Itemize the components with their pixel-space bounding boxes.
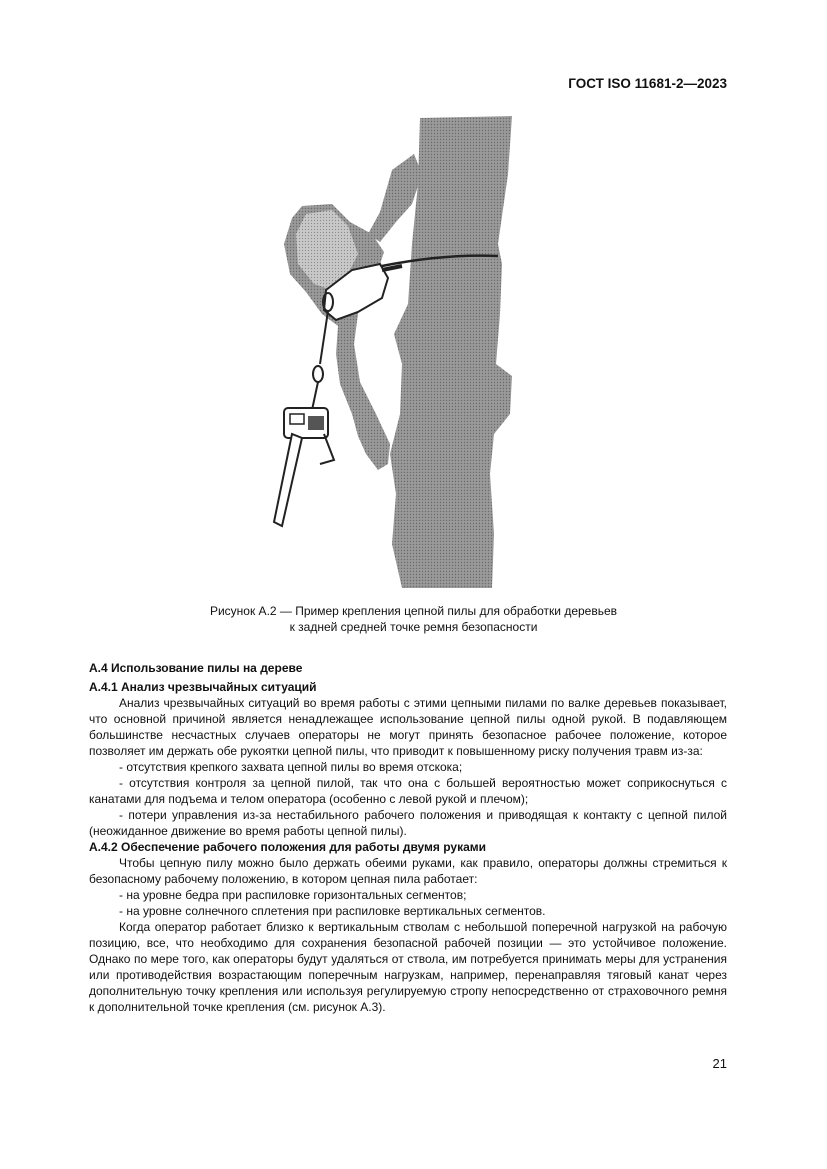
section-a42-paragraph-1: Чтобы цепную пилу можно было держать обеими руками, как правило, операторы должны стремиться к безопасному рабочему положению, в котором цепная пила работает: bbox=[89, 856, 727, 886]
section-a42-item-2: - на уровне солнечного сплетения при распиловке вертикальных сегментов. bbox=[119, 904, 546, 918]
chainsaw-shape bbox=[274, 408, 334, 526]
section-a4-title: А.4 Использование пилы на дереве bbox=[89, 661, 303, 675]
standard-header: ГОСТ ISO 11681-2—2023 bbox=[568, 76, 727, 91]
section-a41-item-2: - отсутствия контроля за цепной пилой, так что она с большей вероятностью может соприкоснуться с канатами для подъема и телом оператора (особенно с левой рукой и плечом); bbox=[89, 776, 727, 806]
figure-caption bbox=[120, 603, 707, 635]
figure-caption-line2: к задней средней точке ремня безопасности bbox=[289, 620, 538, 634]
section-a41-title: А.4.1 Анализ чрезвычайных ситуаций bbox=[89, 680, 317, 694]
page-number: 21 bbox=[712, 1056, 727, 1071]
figure-illustration bbox=[262, 114, 542, 590]
document-body bbox=[89, 660, 727, 1015]
section-a41-paragraph: Анализ чрезвычайных ситуаций во время работы с этими цепными пилами по валке деревьев показывает, что основной причиной является ненадлежащее использование цепной пилы одной рукой. В подавляющем большинстве несчастных случаев операторы не могут принять безопасное рабочее положение, которое позволяет им держать обе рукоятки цепной пилы, что приводит к повышенному риску получения травм из-за: bbox=[89, 696, 727, 758]
saw-hook-shape bbox=[313, 366, 323, 382]
saw-cord-shape bbox=[312, 382, 318, 410]
figure-caption-line1: Рисунок А.2 — Пример крепления цепной пилы для обработки деревьев bbox=[209, 604, 618, 618]
section-a42-title: А.4.2 Обеспечение рабочего положения для работы двумя руками bbox=[89, 840, 487, 854]
section-a41-item-1: - отсутствия крепкого захвата цепной пилы во время отскока; bbox=[119, 760, 463, 774]
saw-strap-shape bbox=[320, 311, 328, 364]
tree-climber-illustration bbox=[262, 114, 542, 590]
section-a41-item-3: - потери управления из-за нестабильного рабочего положения и приводящая к контакту с цепной пилой (неожиданное движение во время работы цепной пилы). bbox=[89, 808, 727, 838]
section-a42-paragraph-2: Когда оператор работает близко к вертикальным стволам с небольшой поперечной нагрузкой на рабочую позицию, все, что необходимо для сохранения безопасной рабочей позиции — это устойчивое положение. Однако по мере того, как операторы будут удаляться от ствола, им потребуется принимать меры для устранения или противодействия возрастающим поперечным нагрузкам, например, перенаправляя тяговый канат через дополнительную точку крепления или используя регулируемую стропу непосредственно от страховочного ремня к дополнительной точке крепления (см. рисунок А.3). bbox=[89, 920, 727, 1014]
section-a42-item-1: - на уровне бедра при распиловке горизонтальных сегментов; bbox=[119, 888, 467, 902]
